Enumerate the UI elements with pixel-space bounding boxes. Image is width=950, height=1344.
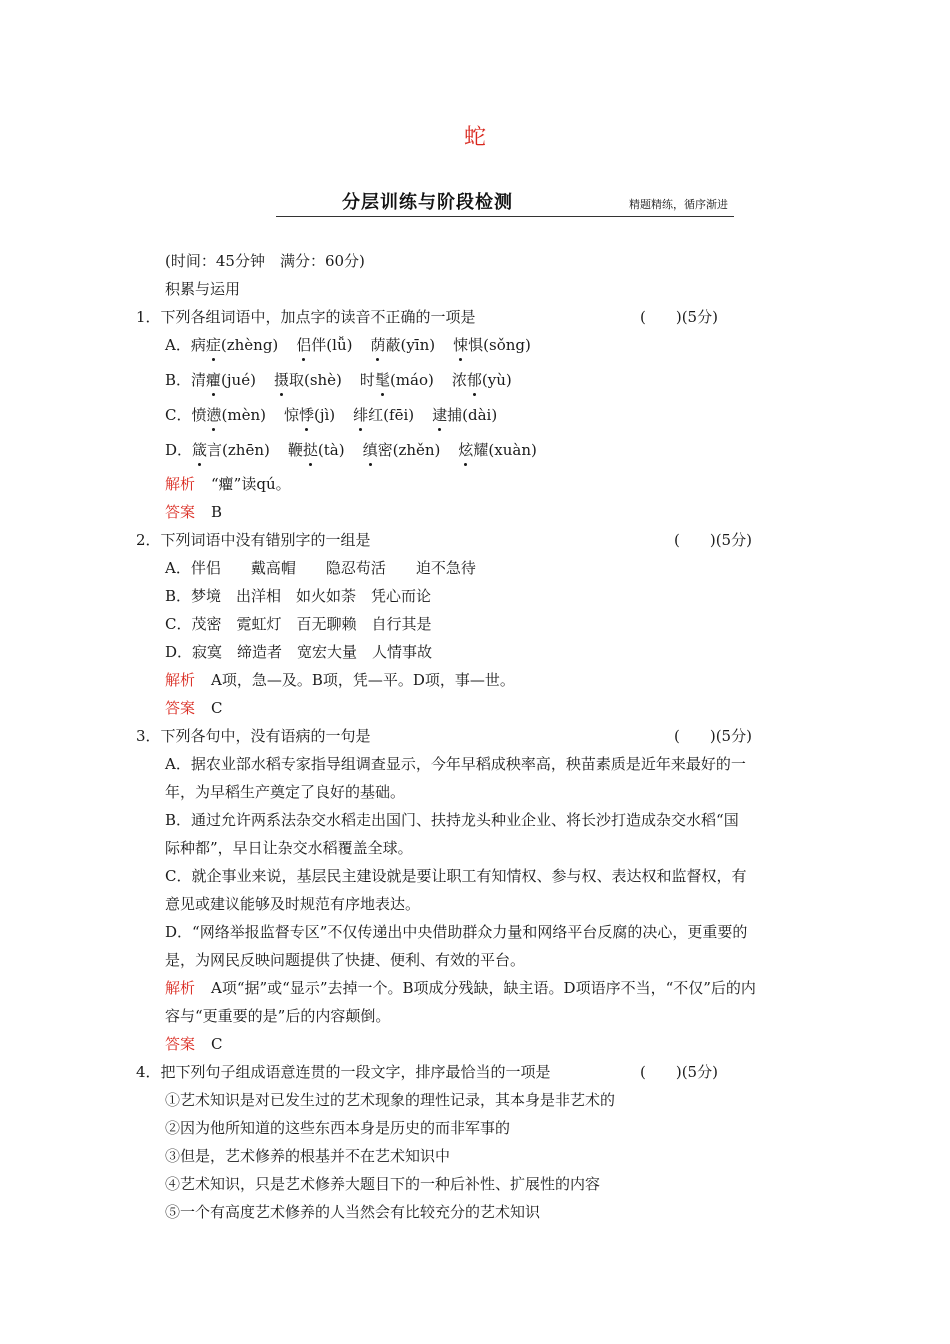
answer-label: 答案 xyxy=(165,503,196,521)
section-heading: 积累与运用 xyxy=(165,280,241,298)
question-4-score: ( )(5分) xyxy=(640,1063,718,1081)
question-2-option-c: C．茂密 霓虹灯 百无聊赖 自行其是 xyxy=(165,615,432,633)
question-4-sentence-4: ④艺术知识，只是艺术修养大题目下的一种后补性、扩展性的内容 xyxy=(165,1175,601,1193)
question-2-option-a: A．伴侣 戴高帽 隐忍苟活 迫不急待 xyxy=(165,559,476,577)
question-2-answer: 答案 C xyxy=(165,699,223,717)
answer-label: 答案 xyxy=(165,699,196,717)
question-3-option-c-line-2: 意见或建议能够及时规范有序地表达。 xyxy=(165,895,421,913)
question-3-option-a-line-1: A．据农业部水稻专家指导组调查显示，今年早稻成秧率高，秧苗素质是近年来最好的一 xyxy=(165,755,746,773)
question-1-stem: 1．下列各组词语中，加点字的读音不正确的一项是 xyxy=(136,308,476,326)
analysis-label: 解析 xyxy=(165,979,196,997)
question-4-sentence-3: ③但是，艺术修养的根基并不在艺术知识中 xyxy=(165,1147,451,1165)
question-2-option-d: D．寂寞 缔造者 宽宏大量 人情事故 xyxy=(165,643,433,661)
question-1-answer: 答案 B xyxy=(165,503,223,521)
question-3-answer: 答案 C xyxy=(165,1035,223,1053)
question-1-option-b: B．清癯(jué) 摄取(shè) 时髦(máo) 浓郁(yù) xyxy=(165,371,512,389)
question-2-analysis: 解析 A项，急—及。B项，凭—平。D项，事—世。 xyxy=(165,671,515,689)
time-limit: (时间：45分钟 满分：60分) xyxy=(165,252,365,270)
question-1-option-a: A．病症(zhèng) 侣伴(lǚ) 荫蔽(yīn) 悚惧(sǒng) xyxy=(165,336,531,354)
question-2-stem: 2．下列词语中没有错别字的一组是 xyxy=(136,531,371,549)
question-3-option-d-line-1: D．“网络举报监督专区”不仅传递出中央借助群众力量和网络平台反腐的决心，更重要的 xyxy=(165,923,748,941)
answer-label: 答案 xyxy=(165,1035,196,1053)
question-1-option-d: D．箴言(zhēn) 鞭挞(tà) 缜密(zhěn) 炫耀(xuàn) xyxy=(165,441,537,459)
question-4-stem: 4．把下列句子组成语意连贯的一段文字，排序最恰当的一项是 xyxy=(136,1063,551,1081)
question-3-option-c-line-1: C．就企事业来说，基层民主建设就是要让职工有知情权、参与权、表达权和监督权，有 xyxy=(165,867,747,885)
question-4-sentence-5: ⑤一个有高度艺术修养的人当然会有比较充分的艺术知识 xyxy=(165,1203,541,1221)
question-3-option-a-line-2: 年，为早稻生产奠定了良好的基础。 xyxy=(165,783,406,801)
page-title: 蛇 xyxy=(463,125,486,150)
question-3-analysis-line-1: 解析 A项“据”或“显示”去掉一个。B项成分残缺，缺主语。D项语序不当，“不仅”后的内 xyxy=(165,979,756,997)
question-3-option-b-line-1: B．通过允许两系法杂交水稻走出国门、扶持龙头种业企业、将长沙打造成杂交水稻“国 xyxy=(165,811,739,829)
analysis-label: 解析 xyxy=(165,475,196,493)
question-3-analysis-line-2: 容与“更重要的是”后的内容颠倒。 xyxy=(165,1007,391,1025)
question-3-stem: 3．下列各句中，没有语病的一句是 xyxy=(136,727,371,745)
analysis-label: 解析 xyxy=(165,671,196,689)
question-2-option-b: B．梦境 出洋相 如火如荼 凭心而论 xyxy=(165,587,432,605)
banner-subtitle: 精题精练，循序渐进 xyxy=(629,198,728,211)
question-3-option-d-line-2: 是，为网民反映问题提供了快捷、便利、有效的平台。 xyxy=(165,951,526,969)
question-3-score: ( )(5分) xyxy=(674,727,752,745)
question-4-sentence-2: ②因为他所知道的这些东西本身是历史的而非军事的 xyxy=(165,1119,511,1137)
question-2-score: ( )(5分) xyxy=(674,531,752,549)
banner-main-title: 分层训练与阶段检测 xyxy=(342,192,513,213)
question-3-option-b-line-2: 际种都”，早日让杂交水稻覆盖全球。 xyxy=(165,839,413,857)
question-1-analysis: 解析 “癯”读qú。 xyxy=(165,475,291,493)
question-4-sentence-1: ①艺术知识是对已发生过的艺术现象的理性记录，其本身是非艺术的 xyxy=(165,1091,616,1109)
question-1-score: ( )(5分) xyxy=(640,308,718,326)
question-1-option-c: C．愤懑(mèn) 惊悸(jì) 绯红(fēi) 逮捕(dài) xyxy=(165,406,498,424)
section-banner xyxy=(276,186,734,217)
